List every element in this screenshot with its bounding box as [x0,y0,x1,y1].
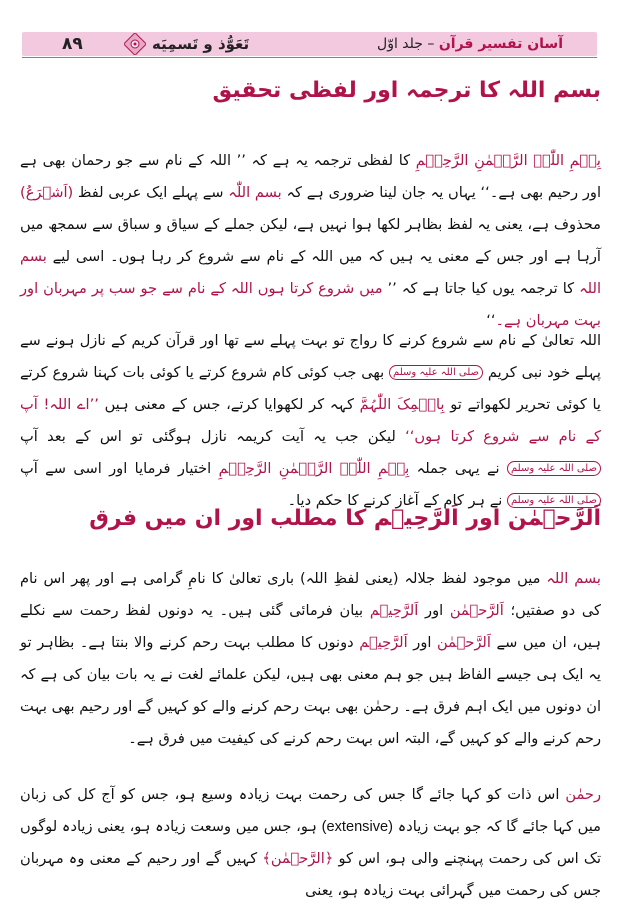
header-divider [22,57,597,58]
book-name: آسان تفسیر قرآن [438,36,563,52]
quoted-term: ﴿الرَّحۡمٰن﴾ [262,849,334,867]
salutation-glyph: صلی اللہ علیہ وسلم [507,461,601,476]
paragraph-text: کہہ کر لکھوایا کرتے، جس کے معنی ہیں [98,395,360,413]
paragraph [20,563,601,777]
paragraph-text: کا لفظی ترجمہ یہ ہے کہ ’’ اللہ کے نام سے جو رحمان بھی ہے اور رحیم بھی ہے۔‘‘ یہاں یہ جان لینا ضروری ہے کہ [20,151,602,201]
paragraph-text: اختیار فرمایا اور اسی سے آپ [20,459,219,477]
arabic-phrase: بِاسۡمِکَ اللّٰہُمَّ [359,395,445,413]
quoted-term: اَلرَّحِیۡم [359,633,408,651]
paragraph-text: دونوں کا مطلب بہت رحم کرنے والا بنتا ہے۔ بظاہر تو یہ ایک ہی جیسے الفاظ ہیں جو ہم معنی بھی ہیں، لیکن علمائے لغت نے یہ بات بیان کی ہے کہ ان دونوں میں ایک اہم فرق ہے۔ رحمٰن بھی بہت رحم کرنے والے کو کہیں گے اور رحیم بھی بہت رحم کرنے والے کو کہیں گے، البتہ اس بہت رحم کرنے کی کیفیت میں فرق ہے۔ [20,633,601,747]
quoted-term: بسم اللّٰہ [228,183,282,201]
ornament-icon [124,33,146,55]
chapter-title: تَعَوُّذ و تَسمِيَه [152,35,250,53]
quoted-term: بسم اللہ [20,247,601,297]
paragraph-text: اللہ تعالیٰ کے نام سے شروع کرنے کا رواج تو بہت پہلے سے تھا اور قرآن کریم کے نازل ہونے سے پہلے خود نبی کریم [20,331,601,381]
paragraph [20,325,601,509]
paragraph-text: نے یہی جملہ [409,459,507,477]
paragraph-text: کہیں گے اور رحیم کے معنی وہ مہربان جس کی رحمت میں گہرائی بہت زیادہ ہو، یعنی [20,849,601,899]
paragraph-text: اور [407,633,438,651]
paragraph [20,145,602,329]
quoted-term: رحمٰن [565,785,601,803]
translation-text: میں شروع کرتا ہوں اللہ کے نام سے جو سب پر مہربان اور بہت مہربان ہے۔ [20,279,601,329]
paragraph-text: محذوف ہے، یعنی یہ لفظ بظاہر لکھا ہوا نہیں ہے، لیکن جملے کے سیاق و سباق سے سمجھ میں آرہا ہے اور جس کے معنی یہ ہیں کہ میں اللہ کے نام سے شروع کر رہا ہوں۔ اسی لیے [20,215,601,265]
paragraph-text: بھی جب کوئی کام شروع کرتے یا کوئی بات کہنا شروع کرتے یا کوئی تحریر لکھواتے تو [20,363,601,413]
page-header [22,32,597,56]
quoted-term: اَلرَّحۡمٰن [449,601,504,619]
basmala-text: بِسۡمِ اللّٰہِ الرَّحۡمٰنِ الرَّحِیۡمِ [415,151,601,169]
volume-label: – جلد اوّل [377,36,435,52]
section-heading: بسم اللہ کا ترجمہ اور لفظی تحقیق [212,78,601,103]
page-number: ۸۹ [62,34,83,54]
section-heading: اَلرَّحۡمٰن اور اَلرَّحِیۡم کا مطلب اور ان میں فرق [89,506,601,531]
quoted-term: بسم اللہ [546,569,601,587]
paragraph-text: ‘‘ [486,311,496,329]
quoted-term: اَلرَّحۡمٰن [437,633,491,651]
paragraph-text: اس ذات کو کہا جائے گا جس کی رحمت بہت زیادہ وسیع ہو، جس کو آج کل کی زبان میں کہا جائے گا کہ جو بہت زیادہ [20,785,601,835]
paragraph-text: اور [418,601,450,619]
quoted-term: اَلرَّحِیۡم [369,601,419,619]
paragraph-text: ہو، جس میں وسعت زیادہ ہو، یعنی زیادہ لوگوں تک اس کی رحمت پہنچنے والی ہو، اس کو [20,817,602,867]
paragraph-text: کا ترجمہ یوں کیا جاتا ہے کہ ’’ [382,279,580,297]
paragraph-text: لیکن جب یہ آیت کریمہ نازل ہوگئی تو اس کے بعد آپ [20,427,406,445]
salutation-glyph: صلی اللہ علیہ وسلم [389,365,483,380]
paragraph-text: میں موجود لفظ جلالہ (یعنی لفظِ اللہ) باری تعالیٰ کا نامِ گرامی ہے اور پھر اس نام کی دو صفتیں؛ [20,569,601,619]
paragraph-text: بیان فرمائی گئی ہیں۔ یہ دونوں لفظ رحمت سے نکلے ہیں، ان میں سے [20,601,601,651]
paragraph-text: سے پہلے ایک عربی لفظ [73,183,229,201]
paragraph [20,779,602,899]
book-title [377,32,563,56]
translation-text: ’’اے اللہ! آپ کے نام سے شروع کرتا ہوں‘‘ [20,395,601,445]
quoted-term: (اَشۡرَعُ) [20,183,74,201]
paragraph-text: نے ہر کام کے آغاز کرنے کا حکم دیا۔ [287,491,507,509]
english-term: (extensive) [321,818,393,835]
salutation-glyph: صلی اللہ علیہ وسلم [507,493,601,508]
basmala-text: بِسۡمِ اللّٰہِ الرَّحۡمٰنِ الرَّحِیۡمِ [218,459,410,477]
